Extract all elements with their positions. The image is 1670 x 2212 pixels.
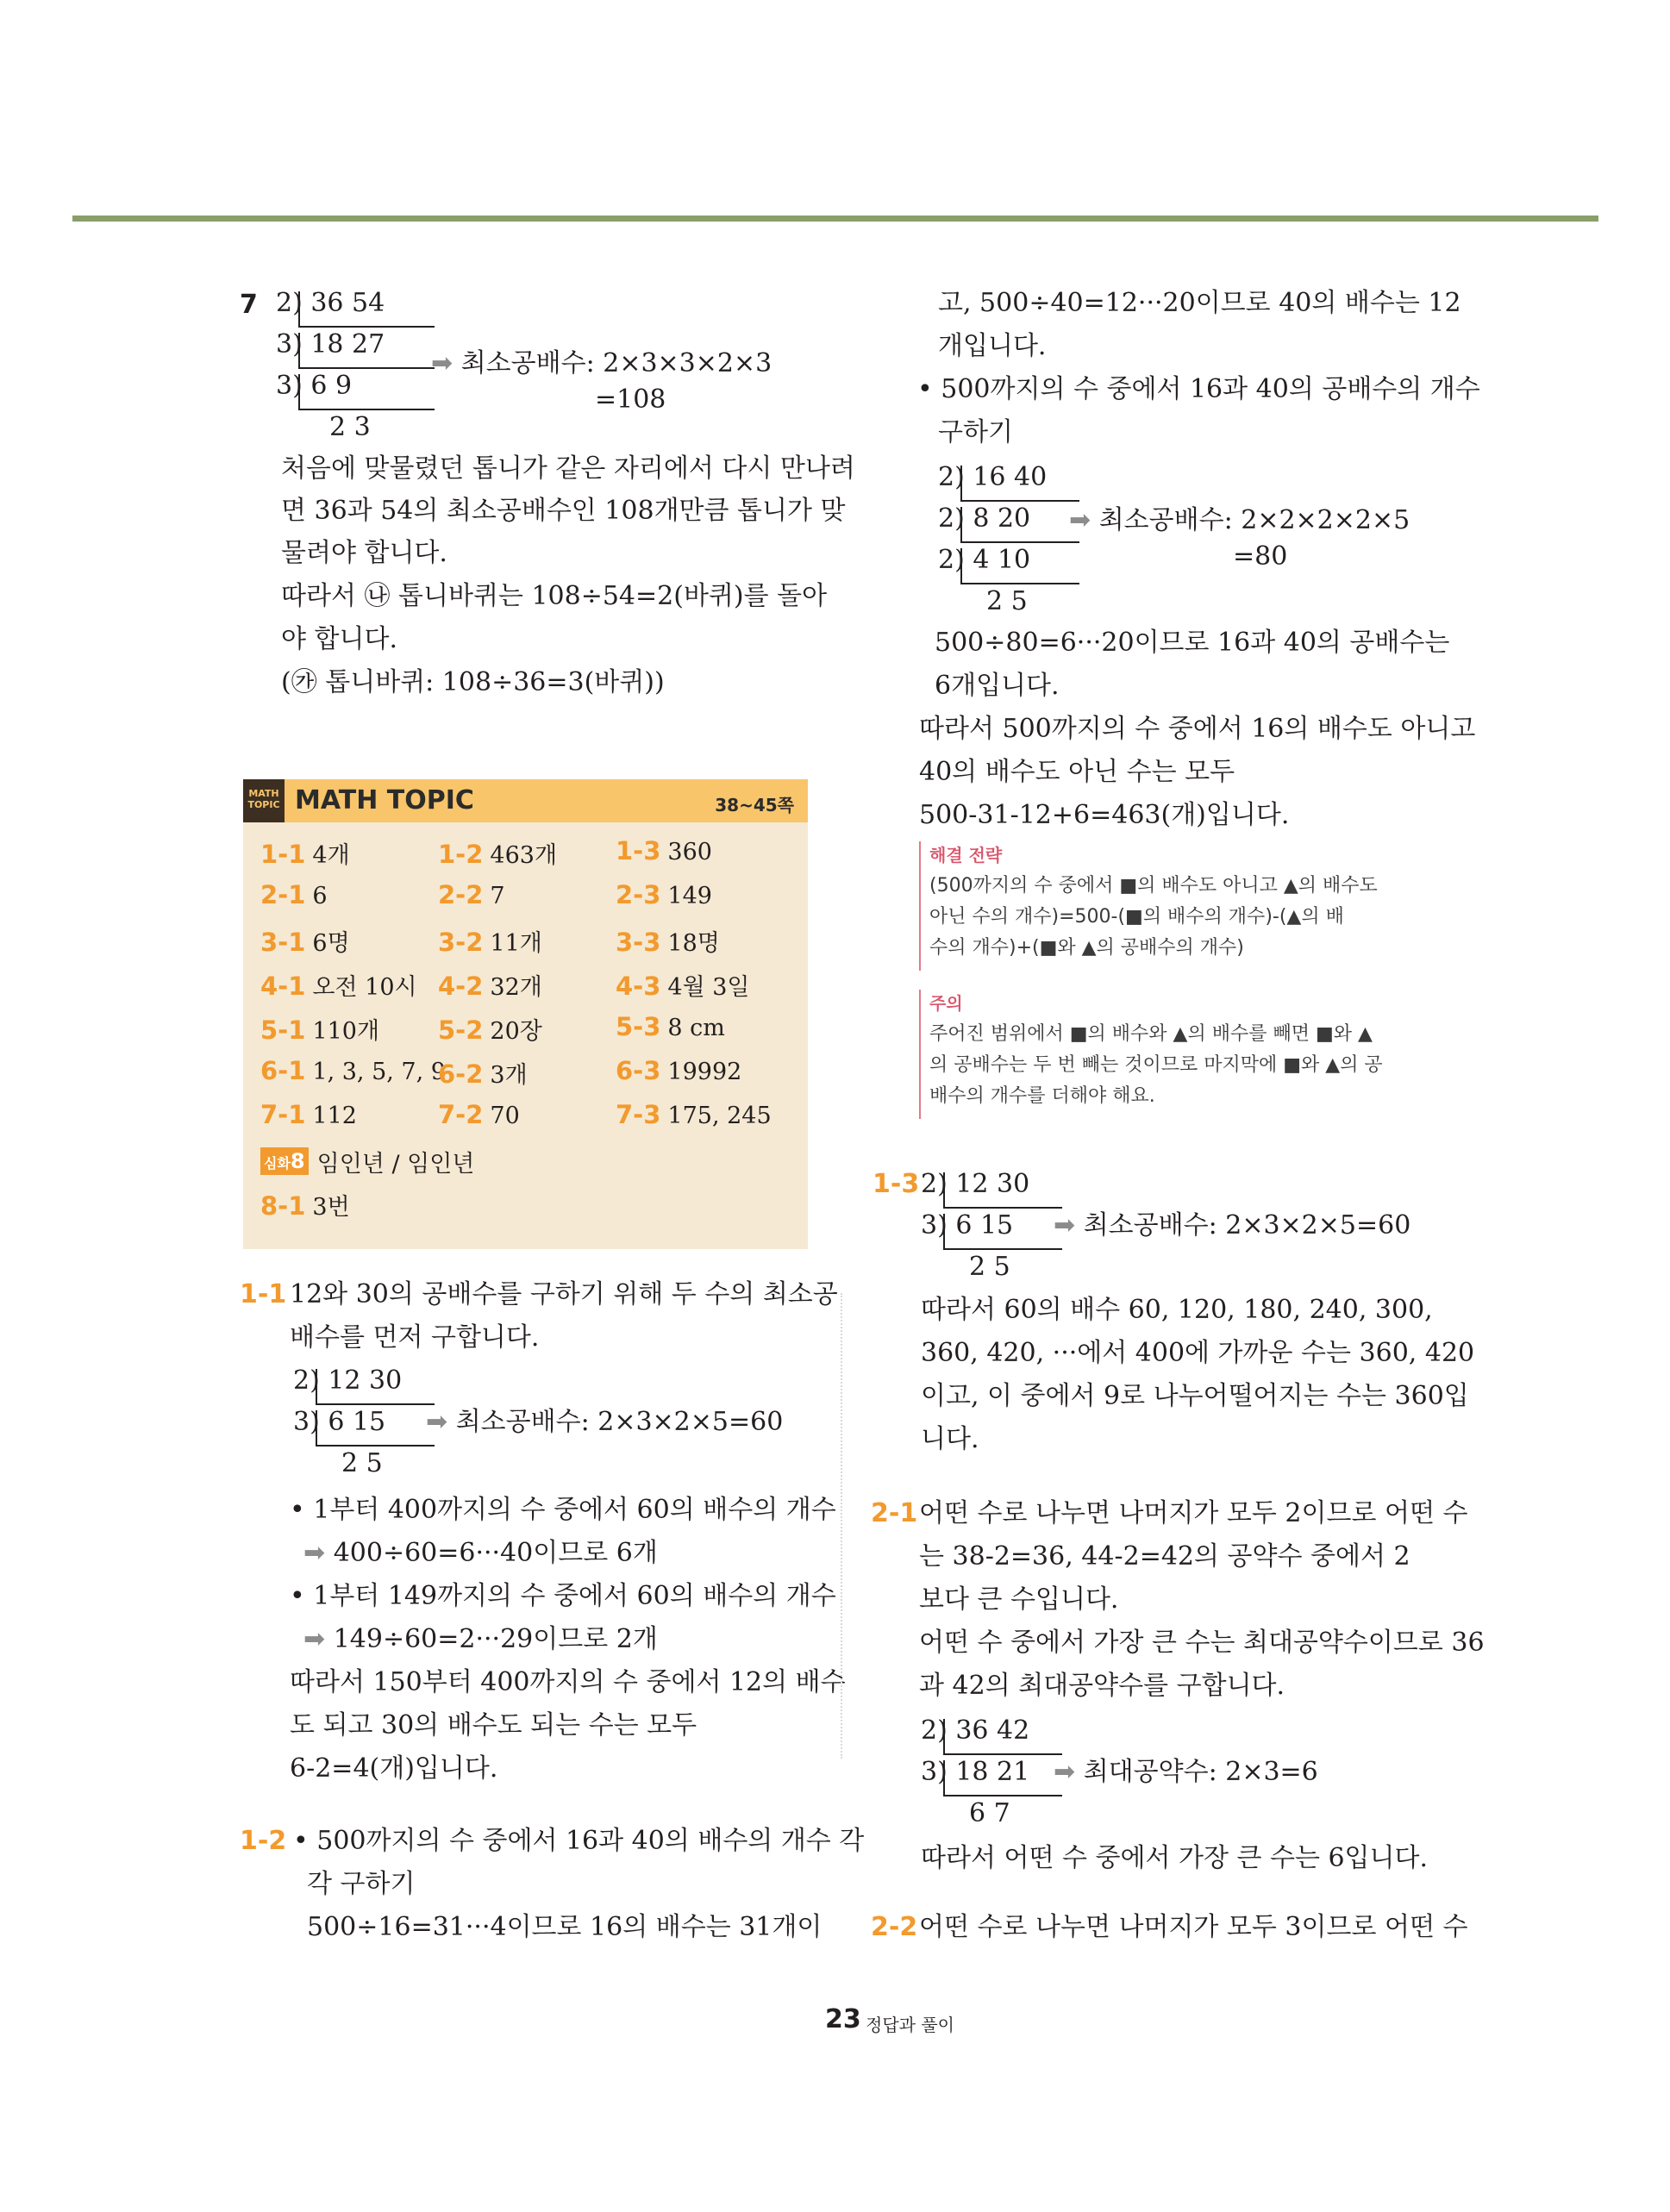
problem-1-2-label: 1-2 xyxy=(240,1826,287,1856)
problem-1-1-line-1: 12와 30의 공배수를 구하기 위해 두 수의 최소공 xyxy=(290,1279,838,1309)
problem-2-1-gcd: ➡ 최대공약수: 2×3=6 xyxy=(1054,1757,1318,1787)
problem-7-line-6: (㉮ 톱니바퀴: 108÷36=3(바퀴)) xyxy=(281,667,665,697)
problem-1-3-lcm: ➡ 최소공배수: 2×3×2×5=60 xyxy=(1054,1210,1411,1240)
answer-7-3: 7-3 175, 245 xyxy=(616,1100,772,1129)
problem-2-1-line-5: 과 42의 최대공약수를 구합니다. xyxy=(919,1671,1285,1701)
problem-1-1-bullet-1-result: ➡ 400÷60=6···40이므로 6개 xyxy=(303,1538,658,1568)
answer-8-1: 8-1 3번 xyxy=(260,1191,350,1221)
answer-4-2: 4-2 32개 xyxy=(438,972,542,1001)
problem-1-2-right-4: 구하기 xyxy=(938,417,1013,447)
answer-2-3: 2-3 149 xyxy=(616,880,712,909)
strategy-note-line-1: (500까지의 수 중에서 ■의 배수도 아니고 ▲의 배수도 xyxy=(929,875,1378,897)
arrow-right-icon: ➡ xyxy=(1054,1210,1084,1240)
problem-1-1-conclusion-2: 도 되고 30의 배수도 되는 수는 모두 xyxy=(290,1710,697,1740)
answer-5-1: 5-1 110개 xyxy=(260,1015,380,1045)
answer-1-3: 1-3 360 xyxy=(616,836,712,865)
problem-2-1-line-6: 따라서 어떤 수 중에서 가장 큰 수는 6입니다. xyxy=(921,1843,1429,1873)
problem-7-line-3: 물려야 합니다. xyxy=(281,538,447,568)
problem-1-1-bullet-1: • 1부터 400까지의 수 중에서 60의 배수의 개수 xyxy=(290,1495,836,1525)
problem-1-3-line-2: 360, 420, ···에서 400에 가까운 수는 360, 420 xyxy=(921,1338,1475,1368)
answer-1-1: 1-1 4개 xyxy=(260,840,350,869)
answer-7-1: 7-1 112 xyxy=(260,1100,357,1129)
caution-note-line-1: 주어진 범위에서 ■의 배수와 ▲의 배수를 빼면 ■와 ▲ xyxy=(929,1023,1373,1045)
arrow-right-icon: ➡ xyxy=(1069,505,1099,535)
problem-2-1-line-2: 는 38-2=36, 44-2=42의 공약수 중에서 2 xyxy=(919,1541,1410,1572)
answer-6-2: 6-2 3개 xyxy=(438,1059,528,1089)
caution-note-line-3: 배수의 개수를 더해야 해요. xyxy=(929,1085,1155,1107)
problem-1-2-lcm-result: =80 xyxy=(1233,541,1288,572)
answer-6-1: 6-1 1, 3, 5, 7, 9 xyxy=(260,1056,446,1085)
answer-6-3: 6-3 19992 xyxy=(616,1056,742,1085)
problem-1-2-lcm: ➡ 최소공배수: 2×2×2×2×5 xyxy=(1069,505,1410,535)
answer-4-1: 4-1 오전 10시 xyxy=(260,972,417,1001)
problem-1-3-label: 1-3 xyxy=(873,1169,920,1199)
answer-3-3: 3-3 18명 xyxy=(616,928,720,957)
problem-1-1-lcm: ➡ 최소공배수: 2×3×2×5=60 xyxy=(426,1407,784,1437)
problem-7-line-4: 따라서 ㉯ 톱니바퀴는 108÷54=2(바퀴)를 돌아 xyxy=(281,581,828,611)
problem-1-2-line-2: 각 구하기 xyxy=(307,1869,416,1899)
problem-1-2-right-2: 개입니다. xyxy=(938,331,1047,361)
problem-1-2-right-6: 6개입니다. xyxy=(935,671,1060,701)
problem-1-3-line-4: 니다. xyxy=(921,1424,979,1454)
arrow-right-icon: ➡ xyxy=(303,1538,334,1568)
top-rule xyxy=(72,216,1598,222)
problem-1-2-line-1: • 500까지의 수 중에서 16과 40의 배수의 개수 각 xyxy=(293,1826,865,1856)
math-topic-range: 38~45쪽 xyxy=(715,795,794,815)
arrow-right-icon: ➡ xyxy=(426,1407,456,1437)
strategy-note-line-2: 아닌 수의 개수)=500-(■의 배수의 개수)-(▲의 배 xyxy=(929,906,1344,928)
strategy-note-line-3: 수의 개수)+(■와 ▲의 공배수의 개수) xyxy=(929,937,1244,959)
problem-1-2-right-5: 500÷80=6···20이므로 16과 40의 공배수는 xyxy=(935,628,1450,658)
answer-sim-8: 심화8 임인년 / 임인년 xyxy=(260,1145,474,1178)
problem-7-line-2: 면 36과 54의 최소공배수인 108개만큼 톱니가 맞 xyxy=(281,496,846,526)
problem-1-3-line-1: 따라서 60의 배수 60, 120, 180, 240, 300, xyxy=(921,1295,1433,1325)
answer-4-3: 4-3 4월 3일 xyxy=(616,972,750,1001)
problem-2-1-label: 2-1 xyxy=(871,1498,918,1528)
problem-2-1-line-3: 보다 큰 수입니다. xyxy=(919,1584,1119,1615)
problem-7-label: 7 xyxy=(240,290,258,320)
strategy-note xyxy=(919,841,1455,971)
sim-badge: 심화8 xyxy=(260,1147,309,1175)
problem-1-1-conclusion-1: 따라서 150부터 400까지의 수 중에서 12의 배수 xyxy=(290,1667,846,1697)
answer-5-2: 5-2 20장 xyxy=(438,1015,542,1045)
problem-1-1-label: 1-1 xyxy=(240,1279,287,1309)
answer-7-2: 7-2 70 xyxy=(438,1100,520,1129)
problem-2-2-label: 2-2 xyxy=(871,1912,918,1942)
page-label: 정답과 풀이 xyxy=(866,2015,954,2035)
strategy-note-title: 해결 전략 xyxy=(929,845,1003,865)
math-topic-box xyxy=(243,779,808,1249)
arrow-right-icon: ➡ xyxy=(1054,1757,1084,1787)
math-topic-title: MATH TOPIC xyxy=(295,785,474,815)
problem-1-2-right-3: • 500까지의 수 중에서 16과 40의 공배수의 개수 xyxy=(917,374,1480,404)
problem-2-1-line-1: 어떤 수로 나누면 나머지가 모두 2이므로 어떤 수 xyxy=(919,1498,1468,1528)
caution-note-line-2: 의 공배수는 두 번 빼는 것이므로 마지막에 ■와 ▲의 공 xyxy=(929,1054,1383,1076)
problem-7-lcm: ➡ 최소공배수: 2×3×3×2×3 xyxy=(431,348,772,378)
problem-7-lcm-result: =108 xyxy=(595,384,666,415)
problem-1-2-right-9: 500-31-12+6=463(개)입니다. xyxy=(919,800,1290,830)
problem-1-2-right-1: 고, 500÷40=12···20이므로 40의 배수는 12 xyxy=(938,288,1461,318)
problem-2-1-line-4: 어떤 수 중에서 가장 큰 수는 최대공약수이므로 36 xyxy=(919,1628,1485,1658)
math-topic-header xyxy=(243,779,808,822)
page-number: 23 xyxy=(825,2004,861,2034)
column-divider xyxy=(841,1293,842,1759)
answer-5-3: 5-3 8 cm xyxy=(616,1012,725,1041)
answer-2-2: 2-2 7 xyxy=(438,880,505,909)
problem-2-2-line-1: 어떤 수로 나누면 나머지가 모두 3이므로 어떤 수 xyxy=(919,1912,1468,1942)
problem-1-1-line-2: 배수를 먼저 구합니다. xyxy=(290,1322,540,1353)
problem-1-2-right-7: 따라서 500까지의 수 중에서 16의 배수도 아니고 xyxy=(919,714,1476,744)
problem-1-2-right-8: 40의 배수도 아닌 수는 모두 xyxy=(919,757,1235,787)
answer-3-1: 3-1 6명 xyxy=(260,928,350,957)
arrow-right-icon: ➡ xyxy=(303,1624,334,1654)
answer-1-2: 1-2 463개 xyxy=(438,840,558,869)
caution-note-title: 주의 xyxy=(929,993,963,1014)
problem-1-1-bullet-2: • 1부터 149까지의 수 중에서 60의 배수의 개수 xyxy=(290,1581,836,1611)
problem-7-line-5: 야 합니다. xyxy=(281,624,397,654)
arrow-right-icon: ➡ xyxy=(431,348,461,378)
math-topic-logo: MATH TOPIC xyxy=(243,779,285,822)
problem-7-line-1: 처음에 맞물렸던 톱니가 같은 자리에서 다시 만나려 xyxy=(281,453,855,484)
problem-1-2-line-3: 500÷16=31···4이므로 16의 배수는 31개이 xyxy=(307,1912,822,1942)
answer-3-2: 3-2 11개 xyxy=(438,928,542,957)
problem-1-1-bullet-2-result: ➡ 149÷60=2···29이므로 2개 xyxy=(303,1624,658,1654)
problem-1-3-line-3: 이고, 이 중에서 9로 나누어떨어지는 수는 360입 xyxy=(921,1381,1469,1411)
problem-1-1-conclusion-3: 6-2=4(개)입니다. xyxy=(290,1753,498,1784)
caution-note xyxy=(919,990,1455,1119)
answer-2-1: 2-1 6 xyxy=(260,880,328,909)
